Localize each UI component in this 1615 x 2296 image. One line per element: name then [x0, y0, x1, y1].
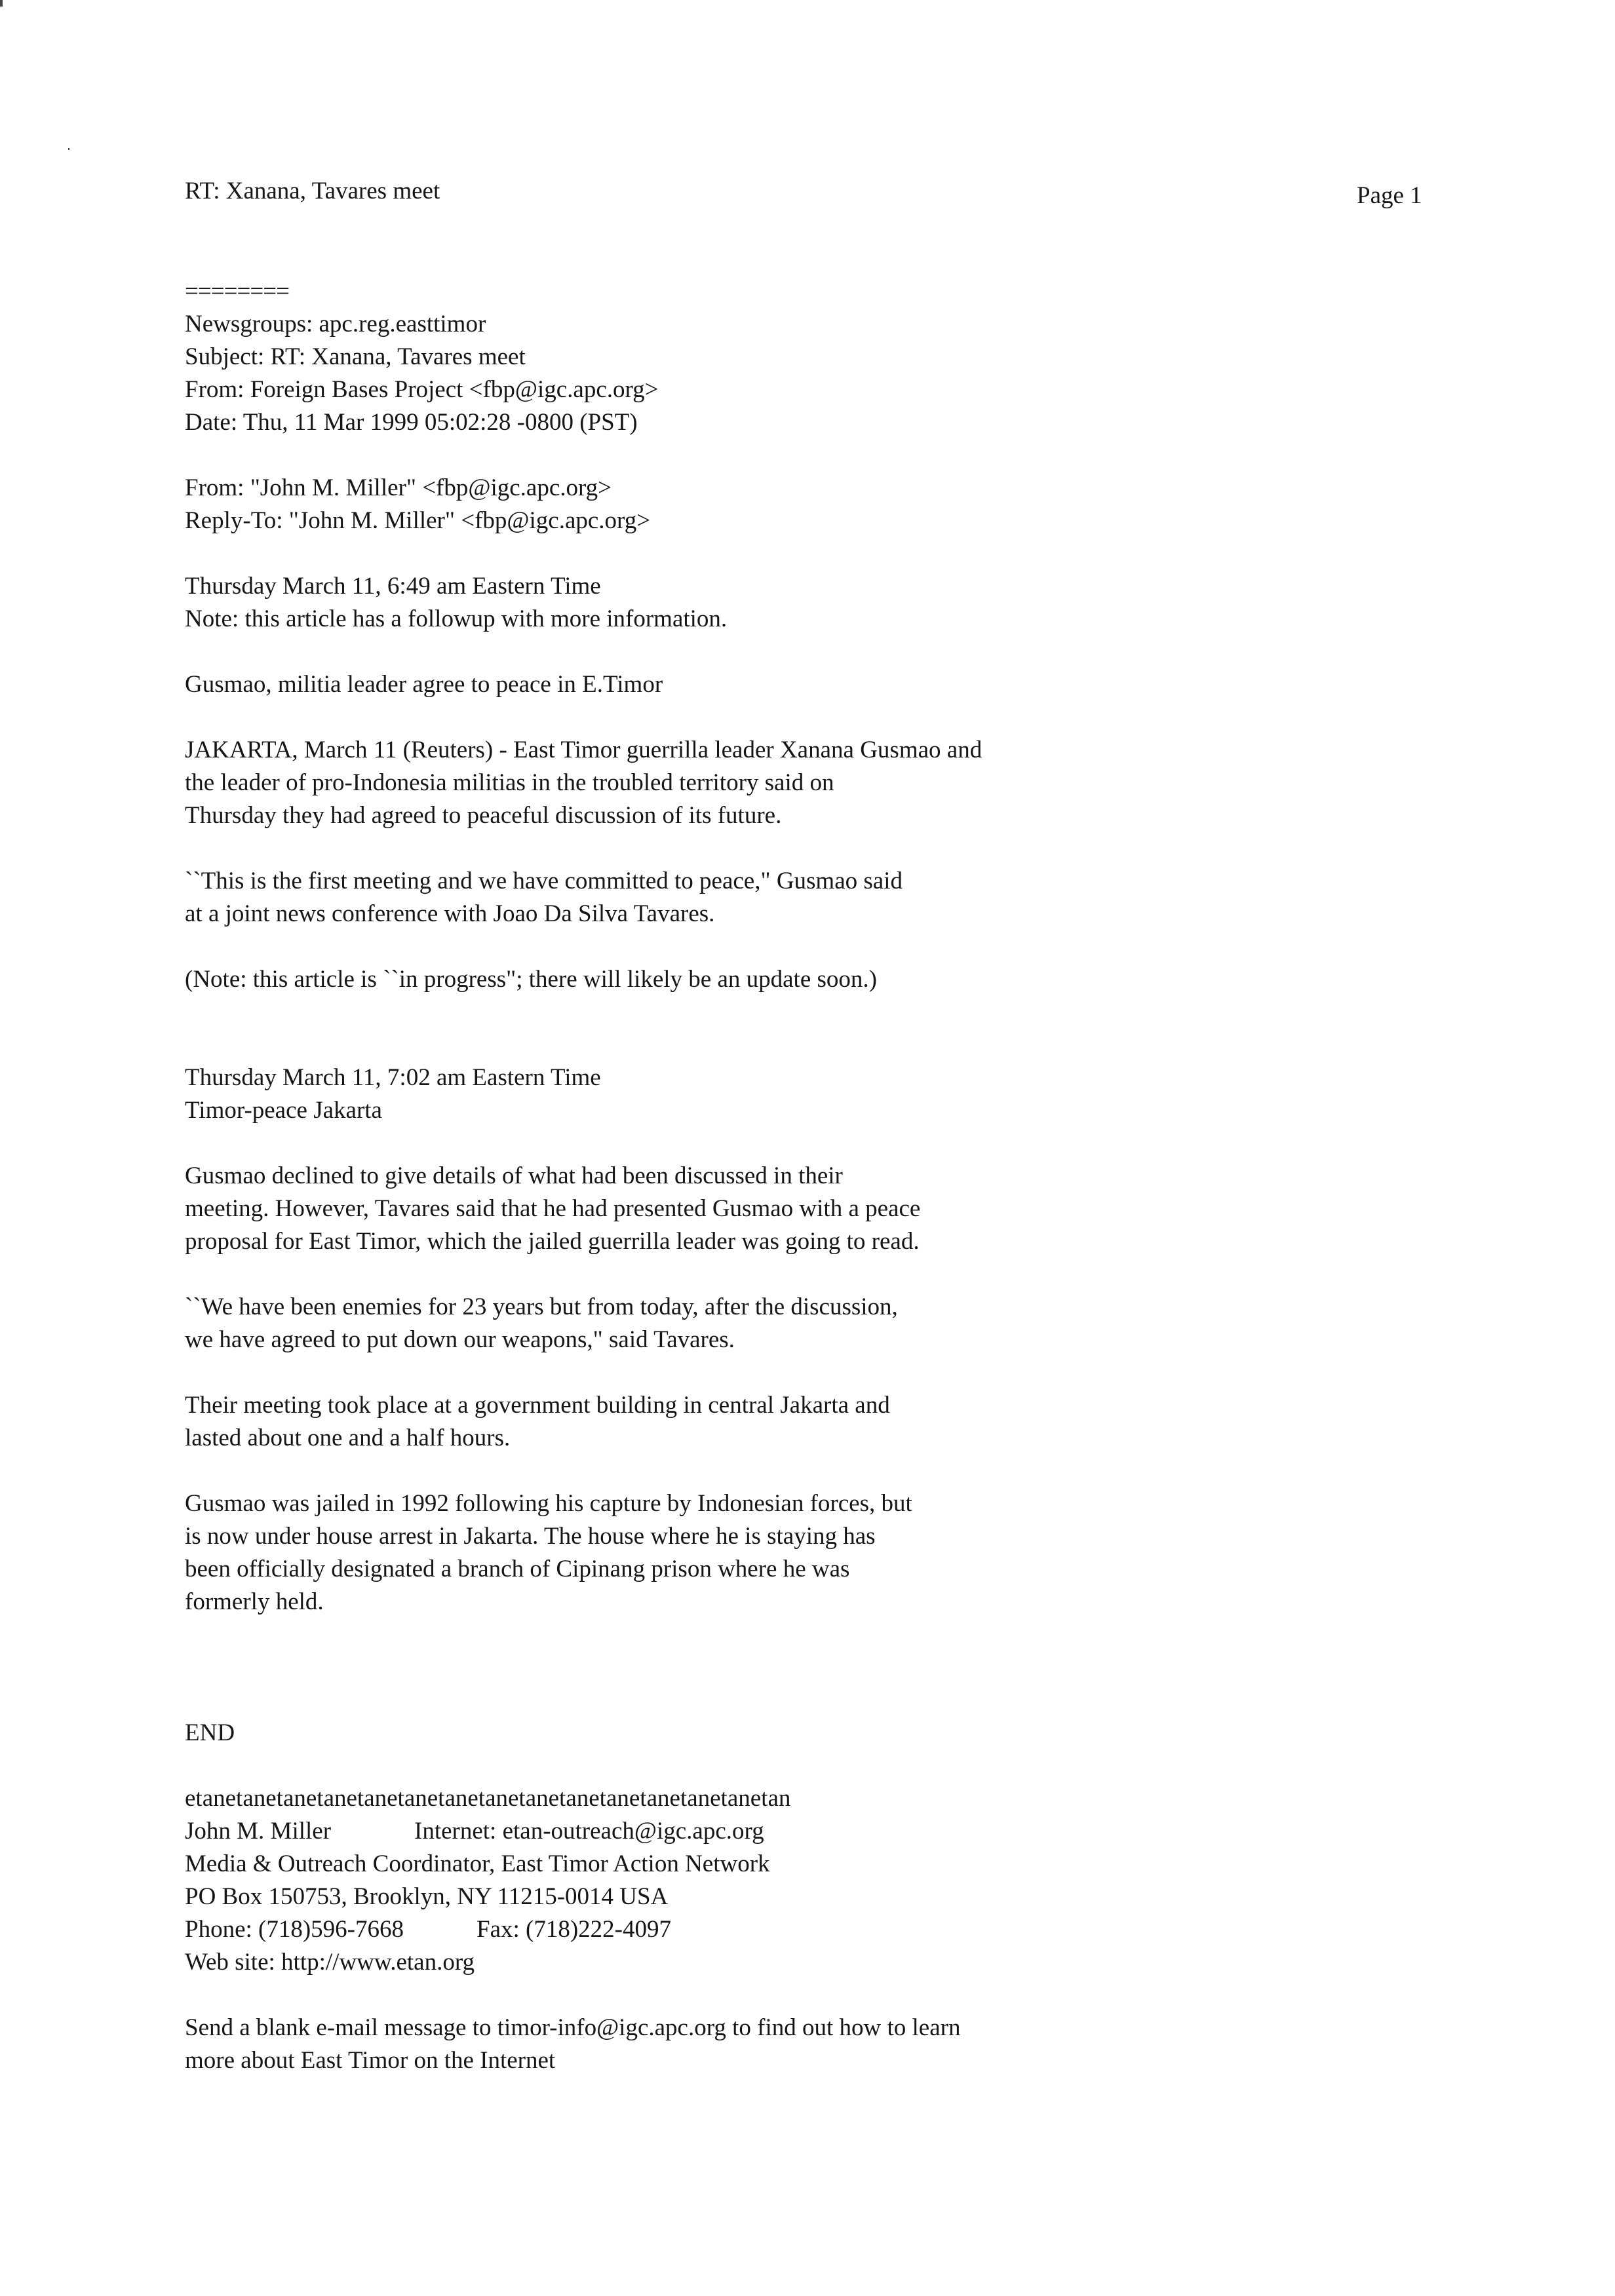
signature-role: Media & Outreach Coordinator, East Timor Action Network: [185, 1850, 770, 1877]
scan-speck: [68, 148, 69, 150]
reply-to-line: Reply-To: "John M. Miller" <fbp@igc.apc.org>: [185, 507, 651, 534]
signature-banner: etanetanetanetanetanetanetanetanetanetanetanetanetanetanetan: [185, 1785, 791, 1812]
signature-address: PO Box 150753, Brooklyn, NY 11215-0014 USA: [185, 1883, 669, 1910]
article2-paragraph-line: Their meeting took place at a government building in central Jakarta and: [185, 1392, 890, 1419]
article2-quote-line: ``We have been enemies for 23 years but from today, after the discussion,: [185, 1293, 898, 1320]
article1-headline: Gusmao, militia leader agree to peace in E.Timor: [185, 671, 663, 698]
article2-paragraph-line: meeting. However, Tavares said that he had presented Gusmao with a peace: [185, 1195, 921, 1222]
signature-fax: Fax: (718)222-4097: [477, 1916, 671, 1943]
article1-paragraph-line: the leader of pro-Indonesia militias in the troubled territory said on: [185, 769, 834, 796]
page-number: Page 1: [1357, 182, 1422, 209]
article1-paragraph-line: JAKARTA, March 11 (Reuters) - East Timor guerrilla leader Xanana Gusmao and: [185, 737, 983, 763]
date-line: Date: Thu, 11 Mar 1999 05:02:28 -0800 (PST): [185, 409, 638, 436]
signature-name-row: [185, 1815, 1417, 1848]
signature-phone: Phone: (718)596-7668: [185, 1916, 404, 1943]
signature-website: Web site: http://www.etan.org: [185, 1949, 475, 1976]
article2-quote-line: we have agreed to put down our weapons," said Tavares.: [185, 1326, 735, 1353]
article2-dateline: Thursday March 11, 7:02 am Eastern Time: [185, 1064, 601, 1091]
signature-name: John M. Miller: [185, 1818, 332, 1845]
article2-slug: Timor-peace Jakarta: [185, 1097, 382, 1124]
signature-info-line: Send a blank e-mail message to timor-info@igc.apc.org to find out how to learn: [185, 2014, 961, 2041]
article1-note: Note: this article has a followup with more information.: [185, 605, 728, 632]
signature-email: Internet: etan-outreach@igc.apc.org: [414, 1818, 764, 1845]
header-separator: ========: [185, 278, 289, 305]
article2-paragraph-line: formerly held.: [185, 1588, 324, 1615]
newsgroups-line: Newsgroups: apc.reg.easttimor: [185, 311, 486, 337]
subject-line: Subject: RT: Xanana, Tavares meet: [185, 343, 526, 370]
signature-phone-row: [185, 1913, 1417, 1946]
article1-progress-note: (Note: this article is ``in progress"; there will likely be an update soon.): [185, 966, 877, 993]
article2-paragraph-line: is now under house arrest in Jakarta. The house where he is staying has: [185, 1523, 876, 1550]
page-header-title: RT: Xanana, Tavares meet: [185, 178, 440, 204]
article2-paragraph-line: lasted about one and a half hours.: [185, 1425, 511, 1451]
signature-info-line: more about East Timor on the Internet: [185, 2047, 556, 2074]
article1-paragraph-line: Thursday they had agreed to peaceful discussion of its future.: [185, 802, 782, 829]
article1-quote-line: ``This is the first meeting and we have committed to peace," Gusmao said: [185, 868, 903, 894]
article2-paragraph-line: proposal for East Timor, which the jailed guerrilla leader was going to read.: [185, 1228, 920, 1255]
from-line: From: Foreign Bases Project <fbp@igc.apc.org>: [185, 376, 659, 403]
article2-paragraph-line: Gusmao was jailed in 1992 following his capture by Indonesian forces, but: [185, 1490, 912, 1517]
article1-quote-line: at a joint news conference with Joao Da Silva Tavares.: [185, 900, 715, 927]
article2-paragraph-line: been officially designated a branch of Cipinang prison where he was: [185, 1556, 850, 1582]
end-marker: END: [185, 1719, 235, 1746]
document-body: [185, 275, 1417, 2077]
article1-dateline: Thursday March 11, 6:49 am Eastern Time: [185, 573, 601, 600]
scan-speck: [0, 0, 3, 7]
from-line-secondary: From: "John M. Miller" <fbp@igc.apc.org>: [185, 474, 612, 501]
article2-paragraph-line: Gusmao declined to give details of what had been discussed in their: [185, 1162, 843, 1189]
